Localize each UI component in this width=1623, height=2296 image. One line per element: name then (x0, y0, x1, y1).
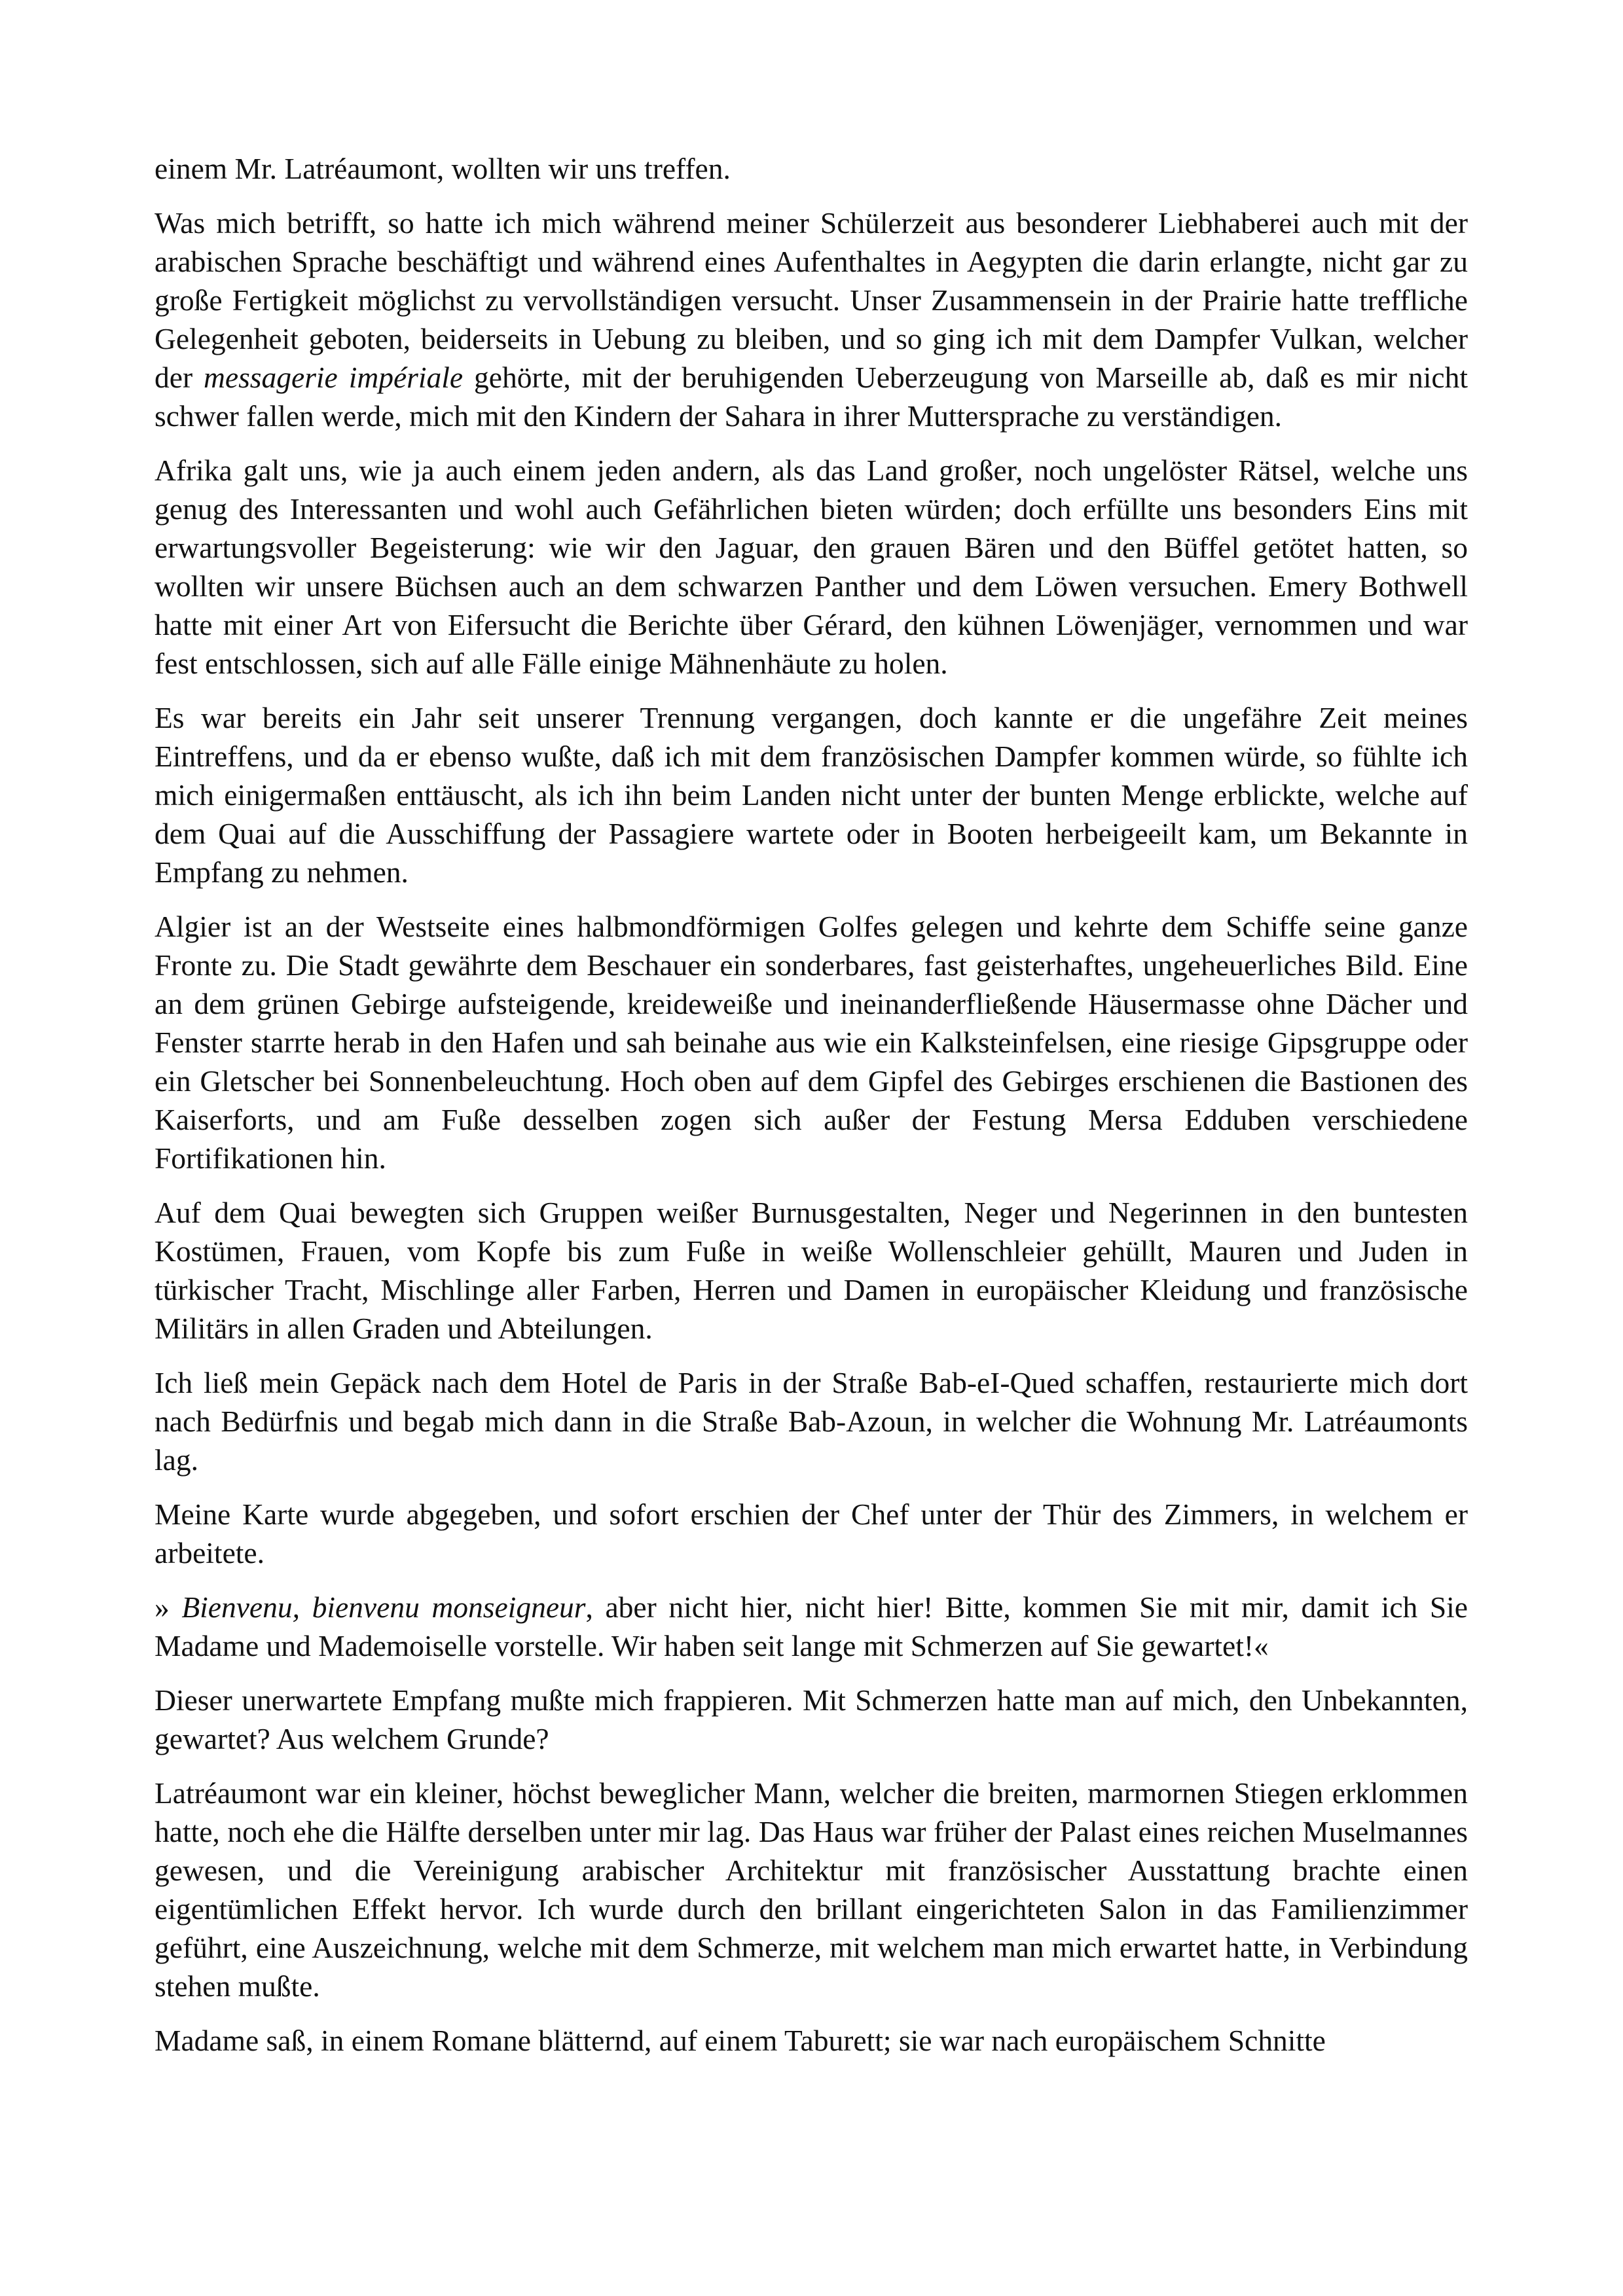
paragraph (155, 907, 1468, 1177)
paragraph (155, 1495, 1468, 1572)
text-segment: Latréaumont war ein kleiner, höchst beweglicher Mann, welcher die breiten, marmornen Stiegen erklommen hatte, noch ehe die Hälfte derselben unter mir lag. Das Haus war früher der Palast eines reichen Muselmannes gewesen, und die Vereinigung arabischer Architektur mit französischer Ausstattung brachte einen eigentümlichen Effekt hervor. Ich wurde durch den brillant eingerichteten Salon in das Familienzimmer geführt, eine Auszeichnung, welche mit dem Schmerze, mit welchem man mich erwartet hatte, in Verbindung stehen mußte. (155, 1776, 1468, 2003)
paragraph (155, 1193, 1468, 1348)
paragraph (155, 1681, 1468, 1758)
italic-text-segment: Bienvenu, bienvenu monseigneur (181, 1590, 586, 1624)
body-text (155, 149, 1468, 2060)
italic-text-segment: messagerie impériale (204, 361, 464, 394)
paragraph (155, 1774, 1468, 2005)
text-segment: einem Mr. Latréaumont, wollten wir uns treffen. (155, 152, 731, 185)
paragraph (155, 698, 1468, 891)
paragraph (155, 2021, 1468, 2060)
text-segment: Meine Karte wurde abgegeben, und sofort erschien der Chef unter der Thür des Zimmers, in welchem er arbeitete. (155, 1498, 1468, 1570)
text-segment: Was mich betrifft, so hatte ich mich während meiner Schülerzeit aus besonderer Liebhaberei auch mit der arabischen Sprache beschäftigt und während eines Aufenthaltes in Aegypten die darin erlangte, nicht gar zu große Fertigkeit möglichst zu vervollständigen versucht. Unser Zusammensein in der Prairie hatte treffliche Gelegenheit geboten, beiderseits in Uebung zu bleiben, und so ging ich mit dem Dampfer Vulkan, welcher der (155, 206, 1468, 394)
paragraph (155, 1588, 1468, 1665)
paragraph (155, 451, 1468, 683)
text-segment: » (155, 1590, 182, 1624)
paragraph (155, 1363, 1468, 1479)
text-segment: Dieser unerwartete Empfang mußte mich frappieren. Mit Schmerzen hatte man auf mich, den Unbekannten, gewartet? Aus welchem Grunde? (155, 1683, 1468, 1755)
text-segment: gehörte, mit der beruhigenden Ueberzeugung von Marseille ab, daß es mir nicht schwer fallen werde, mich mit den Kindern der Sahara in ihrer Muttersprache zu verständigen. (155, 361, 1468, 433)
paragraph (155, 149, 1468, 188)
text-segment: Madame saß, in einem Romane blätternd, auf einem Taburett; sie war nach europäischem Schnitte (155, 2024, 1326, 2057)
text-segment: Ich ließ mein Gepäck nach dem Hotel de Paris in der Straße Bab-eI-Qued schaffen, restaurierte mich dort nach Bedürfnis und begab mich dann in die Straße Bab-Azoun, in welcher die Wohnung Mr. Latréaumonts lag. (155, 1366, 1468, 1477)
text-segment: Auf dem Quai bewegten sich Gruppen weißer Burnusgestalten, Neger und Negerinnen in den buntesten Kostümen, Frauen, vom Kopfe bis zum Fuße in weiße Wollenschleier gehüllt, Mauren und Juden in türkischer Tracht, Mischlinge aller Farben, Herren und Damen in europäischer Kleidung und französische Militärs in allen Graden und Abteilungen. (155, 1196, 1468, 1345)
text-segment: Afrika galt uns, wie ja auch einem jeden andern, als das Land großer, noch ungelöster Rätsel, welche uns genug des Interessanten und wohl auch Gefährlichen bieten würden; doch erfüllte uns besonders Eins mit erwartungsvoller Begeisterung: wie wir den Jaguar, den grauen Bären und den Büffel getötet hatten, so wollten wir unsere Büchsen auch an dem schwarzen Panther und dem Löwen versuchen. Emery Bothwell hatte mit einer Art von Eifersucht die Berichte über Gérard, den kühnen Löwenjäger, vernommen und war fest entschlossen, sich auf alle Fälle einige Mähnenhäute zu holen. (155, 454, 1468, 680)
text-segment: , aber nicht hier, nicht hier! Bitte, kommen Sie mit mir, damit ich Sie Madame und Mademoiselle vorstelle. Wir haben seit lange mit Schmerzen auf Sie gewartet!« (155, 1590, 1468, 1662)
text-segment: Es war bereits ein Jahr seit unserer Trennung vergangen, doch kannte er die ungefähre Zeit meines Eintreffens, und da er ebenso wußte, daß ich mit dem französischen Dampfer kommen würde, so fühlte ich mich einigermaßen enttäuscht, als ich ihn beim Landen nicht unter der bunten Menge erblickte, welche auf dem Quai auf die Ausschiffung der Passagiere wartete oder in Booten herbeigeeilt kam, um Bekannte in Empfang zu nehmen. (155, 701, 1468, 889)
text-segment: Algier ist an der Westseite eines halbmondförmigen Golfes gelegen und kehrte dem Schiffe seine ganze Fronte zu. Die Stadt gewährte dem Beschauer ein sonderbares, fast geisterhaftes, ungeheuerliches Bild. Eine an dem grünen Gebirge aufsteigende, kreideweiße und ineinanderfließende Häusermasse ohne Dächer und Fenster starrte herab in den Hafen und sah beinahe aus wie ein Kalksteinfelsen, eine riesige Gipsgruppe oder ein Gletscher bei Sonnenbeleuchtung. Hoch oben auf dem Gipfel des Gebirges erschienen die Bastionen des Kaiserforts, und am Fuße desselben zogen sich außer der Festung Mersa Edduben verschiedene Fortifikationen hin. (155, 910, 1468, 1175)
paragraph (155, 204, 1468, 435)
